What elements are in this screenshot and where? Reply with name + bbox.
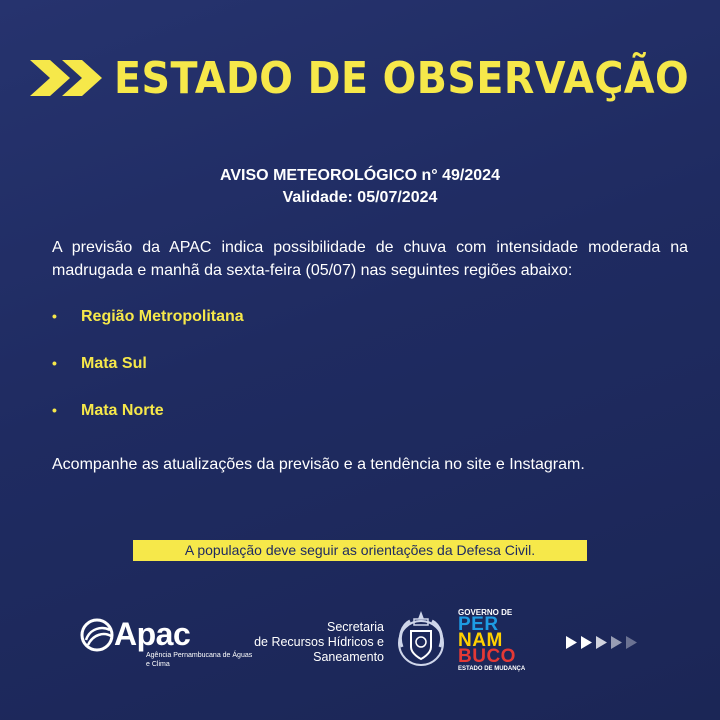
arrow-icon [566,636,577,649]
arrow-icon [596,636,607,649]
bullet: • [52,308,57,324]
footer [0,600,720,690]
forecast-paragraph: A previsão da APAC indica possibilidade de chuva com intensidade moderada na madrugada e manhã da sexta-feira (05/07) nas seguintes regiões abaixo: [52,239,688,279]
arrow-icon [626,636,637,649]
double-chevron-right-icon [28,52,106,104]
notice-validity: Validade: 05/07/2024 [282,189,438,206]
triangle-arrows-icon [566,636,637,649]
bullet: • [52,355,57,371]
notice-number: AVISO METEOROLÓGICO n° 49/2024 [220,167,500,184]
gov-word: BUCO [458,646,516,667]
governo-pernambuco-logo [458,608,542,673]
gov-word: NAM [458,630,503,651]
bullet: • [52,402,57,418]
pernambuco-coat-of-arms-icon [388,607,454,673]
arrow-icon [611,636,622,649]
region-list [52,308,244,449]
list-item [52,308,244,355]
secretaria-line: de Recursos Hídricos e [254,635,384,649]
followup-paragraph: Acompanhe as atualizações da previsão e a tendência no site e Instagram. [52,456,585,473]
secretaria-line: Secretaria [327,620,384,634]
gov-header: GOVERNO DE [458,608,513,617]
region-label: Mata Sul [81,355,147,372]
weather-notice [0,165,720,209]
arrow-icon [581,636,592,649]
gov-word: PER [458,614,499,635]
region-label: Mata Norte [81,402,164,419]
apac-subtitle: Agência Pernambucana de Águas e Clima [146,652,253,668]
gov-tagline: ESTADO DE MUDANÇA [458,666,526,672]
list-item [52,402,244,449]
header [28,52,720,104]
page-title: ESTADO DE OBSERVAÇÃO [114,52,690,104]
apac-swirl-icon [80,618,114,652]
civil-defense-banner: A população deve seguir as orientações da Defesa Civil. [133,540,587,561]
list-item [52,355,244,402]
apac-wordmark: Apac [114,616,191,652]
secretaria-text [240,620,384,665]
region-label: Região Metropolitana [81,308,244,325]
secretaria-line: Saneamento [313,650,384,664]
